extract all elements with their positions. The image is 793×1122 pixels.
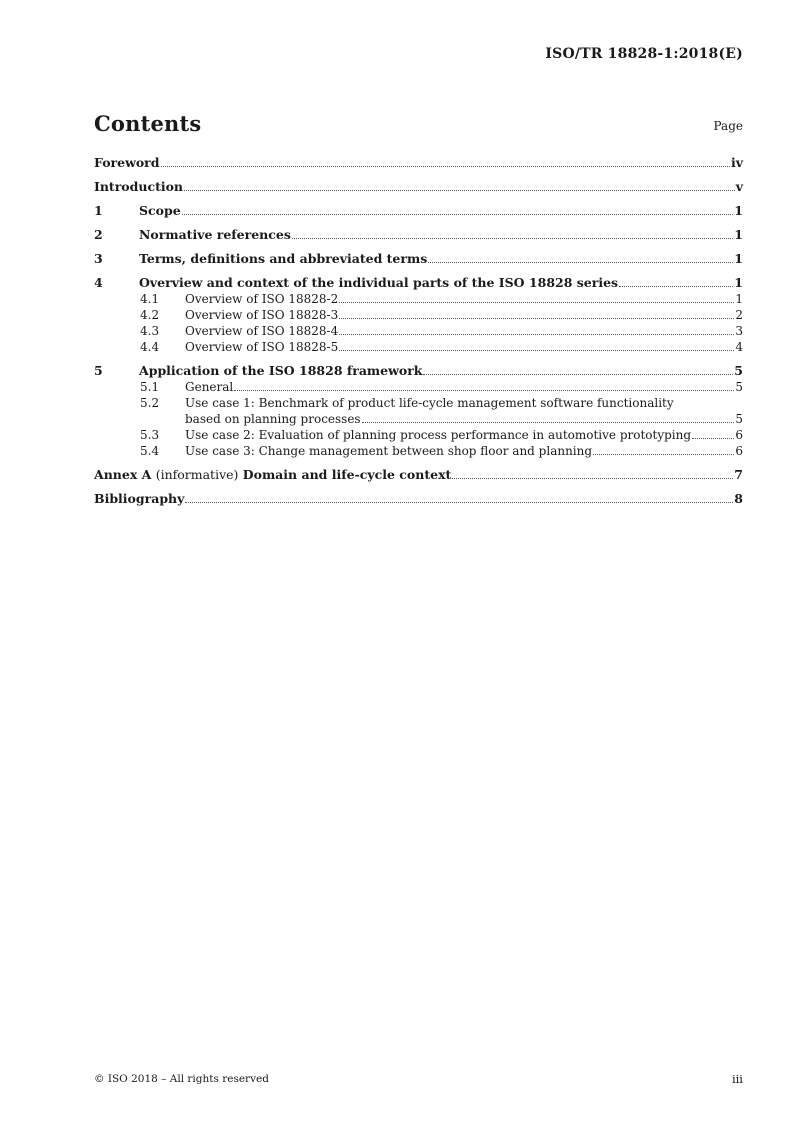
dot-leader [339,291,734,303]
toc-entry-introduction[interactable] [94,179,743,195]
dot-leader [292,227,733,239]
toc-label: Use case 1: Benchmark of product life-cycle management software functionality [185,396,674,410]
toc-label: Normative references [139,227,291,242]
document-id: ISO/TR 18828-1:2018(E) [545,46,743,62]
toc-number: 4.3 [140,324,160,338]
toc-page: 8 [734,491,743,506]
toc-page: 7 [734,467,743,482]
dot-leader [692,427,734,439]
toc-label: Use case 3: Change management between shop floor and planning [185,444,593,458]
toc-number: 2 [94,227,103,242]
toc-number: 4.2 [140,308,160,322]
dot-leader [428,251,733,263]
toc-subentry-5-2-continued[interactable] [94,411,743,427]
dot-leader [184,179,735,191]
toc-number: 4.4 [140,340,160,354]
toc-page: 1 [734,251,743,266]
toc-label: Bibliography [94,491,185,506]
dot-leader [339,323,734,335]
toc-page: 5 [735,380,743,394]
toc-page: 6 [735,428,743,442]
toc-page: 2 [735,308,743,322]
toc-entry-application[interactable] [94,363,743,379]
toc-number: 5.4 [140,444,160,458]
dot-leader [182,203,734,215]
toc-subentry-5-3[interactable] [94,427,743,443]
toc-entry-bibliography[interactable] [94,491,743,507]
toc-number: 5.1 [140,380,160,394]
dot-leader [161,155,730,167]
contents-title: Contents [94,111,202,136]
dot-leader [452,467,733,479]
toc-page: 1 [735,292,743,306]
dot-leader [362,411,735,423]
toc-page: 1 [734,203,743,218]
toc-page: 1 [734,227,743,242]
dot-leader [339,307,734,319]
annex-prefix: Annex A [94,467,152,482]
toc-subentry-5-2[interactable] [94,395,743,411]
toc-label: Overview of ISO 18828-2 [185,292,339,306]
toc-label-continued: based on planning processes [185,412,361,426]
toc-subentry-4-3[interactable] [94,323,743,339]
toc-label: Foreword [94,155,160,170]
toc-page: 6 [735,444,743,458]
table-of-contents [94,155,743,507]
dot-leader [185,491,733,503]
toc-label: Overview of ISO 18828-5 [185,340,339,354]
toc-subentry-5-1[interactable] [94,379,743,395]
toc-entry-annex-a[interactable] [94,467,743,483]
toc-entry-terms[interactable] [94,251,743,267]
toc-number: 5.2 [140,396,160,410]
toc-label: Scope [139,203,181,218]
toc-label: Overview of ISO 18828-4 [185,324,339,338]
toc-entry-scope[interactable] [94,203,743,219]
annex-title: Domain and life-cycle context [242,467,452,482]
toc-subentry-4-4[interactable] [94,339,743,355]
toc-number: 5 [94,363,103,378]
copyright-notice: © ISO 2018 – All rights reserved [94,1073,269,1085]
page-number: iii [731,1072,743,1086]
toc-page: 1 [734,275,743,290]
toc-label: Overview of ISO 18828-3 [185,308,339,322]
toc-label: Application of the ISO 18828 framework [139,363,423,378]
dot-leader [619,275,733,287]
toc-number: 3 [94,251,103,266]
toc-label: General [185,380,234,394]
toc-subentry-4-1[interactable] [94,291,743,307]
toc-label: Overview and context of the individual parts of the ISO 18828 series [139,275,619,290]
annex-qualifier: (informative) [155,467,239,482]
toc-number: 4.1 [140,292,160,306]
toc-entry-foreword[interactable] [94,155,743,171]
page-column-label: Page [713,119,743,133]
dot-leader [593,443,734,455]
toc-subentry-4-2[interactable] [94,307,743,323]
dot-leader [234,379,734,391]
toc-number: 5.3 [140,428,160,442]
toc-label [94,467,451,483]
toc-page: iv [730,155,743,170]
toc-page: 4 [735,340,743,354]
toc-label: Introduction [94,179,184,194]
dot-leader [339,339,734,351]
toc-label: Use case 2: Evaluation of planning process performance in automotive prototyping [185,428,692,442]
toc-number: 4 [94,275,103,290]
dot-leader [423,363,733,375]
toc-page: v [735,179,743,194]
toc-page: 5 [735,412,743,426]
toc-subentry-5-4[interactable] [94,443,743,459]
toc-entry-overview-context[interactable] [94,275,743,291]
toc-page: 3 [735,324,743,338]
toc-page: 5 [734,363,743,378]
toc-label: Terms, definitions and abbreviated terms [139,251,428,266]
toc-number: 1 [94,203,103,218]
toc-entry-normative-references[interactable] [94,227,743,243]
